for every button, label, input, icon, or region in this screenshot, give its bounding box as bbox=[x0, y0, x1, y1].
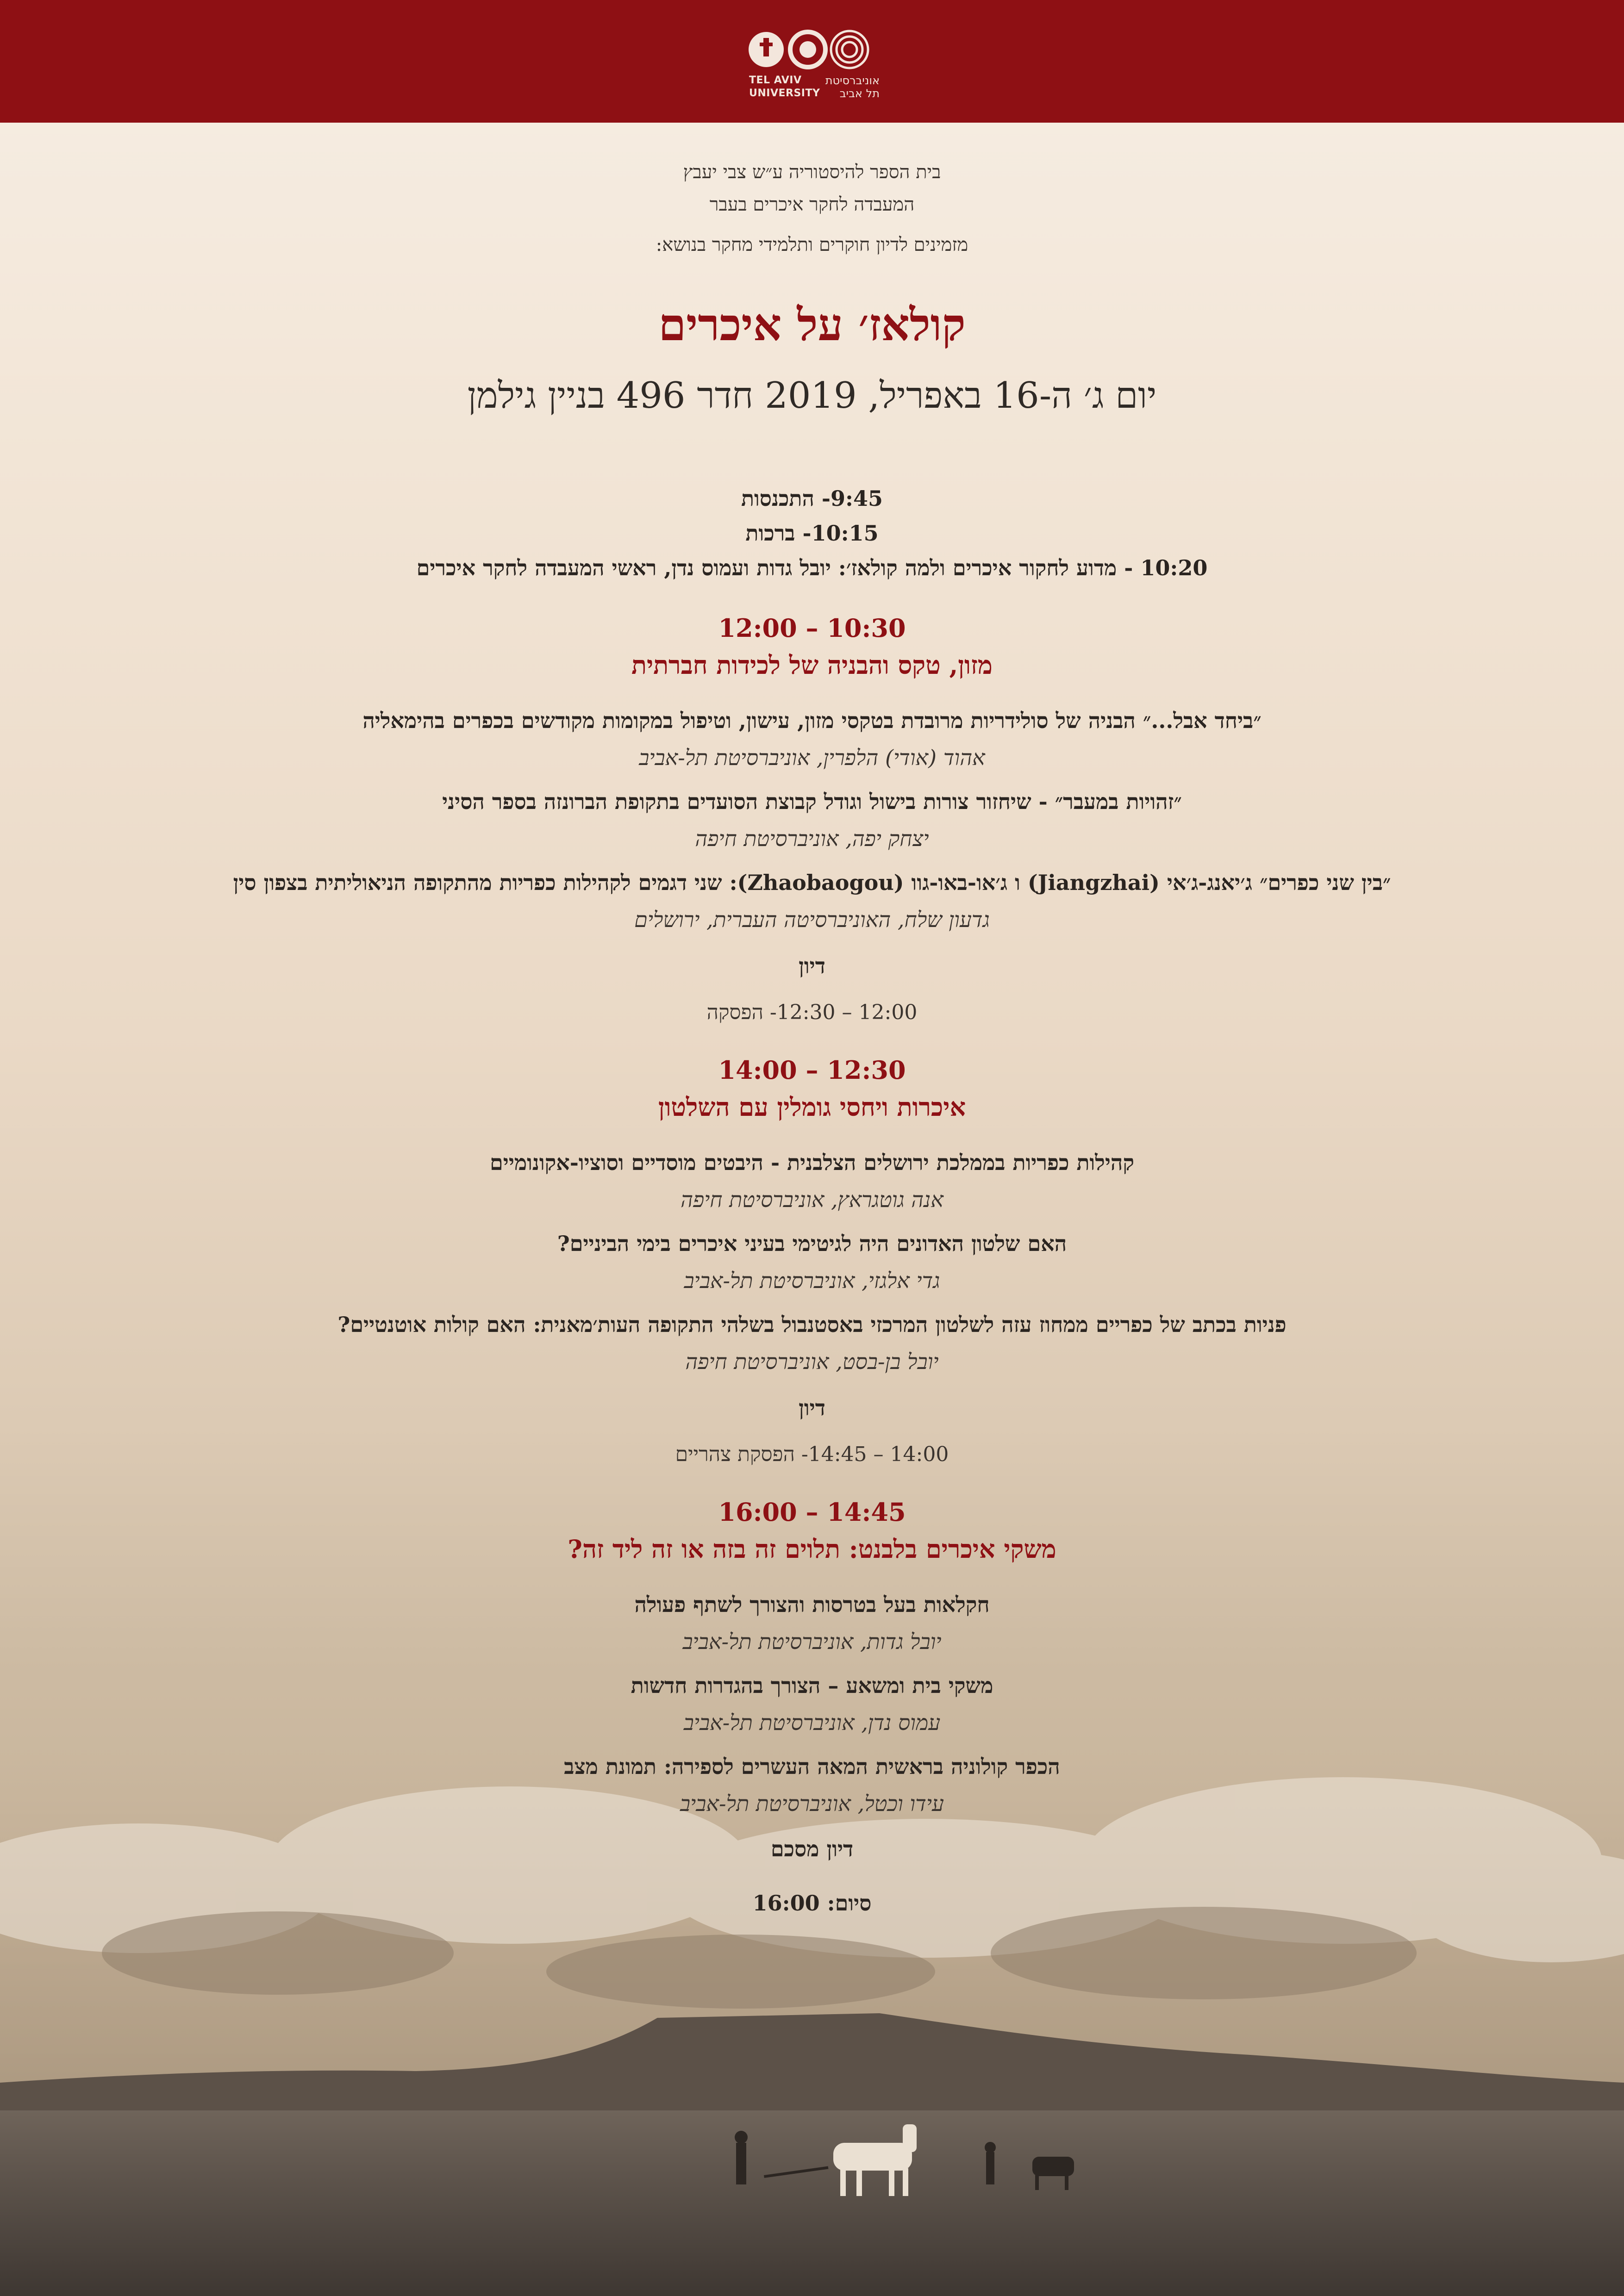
talk-speaker: עמוס נדן, אוניברסיטת תל-אביב bbox=[683, 1710, 941, 1735]
talk-speaker: עידו וכטל, אוניברסיטת תל-אביב bbox=[680, 1791, 944, 1816]
talk-title: ״זהויות במעבר״ - שיחזור צורות בישול וגודל קבוצת הסועדים בתקופת הברונזה בספר הסיני bbox=[442, 789, 1182, 814]
discussion-label: דיון מסכם bbox=[770, 1836, 854, 1861]
logo-text-hebrew: אוניברסיטת תל אביב bbox=[825, 74, 880, 100]
session-time: 10:30 – 12:00 bbox=[718, 613, 906, 643]
talk-title: האם שלטון האדונים היה לגיטימי בעיני איכרים בימי הביניים? bbox=[557, 1231, 1067, 1256]
schedule-opening-talk: 10:20 - מדוע לחקור איכרים ולמה קולאז׳: יובל גדות ועמוס נדן, ראשי המעבדה לחקר איכרים bbox=[416, 555, 1208, 580]
invitation-text: מזמינים לדיון חוקרים ותלמידי מחקר בנושא: bbox=[656, 234, 968, 255]
schedule-gathering: 9:45- התכנסות bbox=[741, 486, 883, 511]
talk-speaker: יצחק יפה, אוניברסיטת חיפה bbox=[695, 826, 929, 851]
session-title: משקי איכרים בלבנט: תלוים זה בזה או זה ליד זה? bbox=[568, 1534, 1056, 1564]
logo-text-english: TEL AVIV UNIVERSITY bbox=[749, 75, 820, 99]
talk-speaker: אנה גוטגראץ, אוניברסיטת חיפה bbox=[681, 1187, 943, 1212]
talk-title: פניות בכתב של כפריים ממחוז עזה לשלטון המרכזי באסטנבול בשלהי התקופה העות׳מאנית: האם קולות אוטנטיים? bbox=[337, 1312, 1287, 1337]
session-time: 12:30 – 14:00 bbox=[718, 1055, 906, 1085]
event-title: קולאז׳ על איכרים bbox=[658, 299, 966, 351]
talk-speaker: גדי אלגזי, אוניברסיטת תל-אביב bbox=[684, 1268, 940, 1293]
event-date: יום ג׳ ה-16 באפריל, 2019 חדר 496 בניין גילמן bbox=[467, 375, 1157, 417]
talk-speaker: אהוד (אודי) הלפרין, אוניברסיטת תל-אביב bbox=[639, 745, 985, 770]
session-time: 14:45 – 16:00 bbox=[718, 1497, 906, 1527]
session-title: איכרות ויחסי גומלין עם השלטון bbox=[658, 1092, 966, 1122]
discussion-label: דיון bbox=[799, 953, 825, 978]
talk-speaker: יובל גדות, אוניברסיטת תל-אביב bbox=[682, 1629, 942, 1654]
closing-time: סיום: 16:00 bbox=[752, 1891, 872, 1916]
session-title: מזון, טקס והבניה של לכידות חברתית bbox=[631, 650, 993, 680]
talk-speaker: יובל בן-בסט, אוניברסיטת חיפה bbox=[685, 1349, 939, 1374]
schedule-greetings: 10:15- ברכות bbox=[745, 521, 879, 546]
talk-title: ״ביחד אבל...״ הבניה של סולידריות מרובדת בטקסי מזון, עישון, וטיפול במקומות מקודשים בכפרים בהימאליה bbox=[362, 708, 1262, 733]
lab-name: המעבדה לחקר איכרים בעבר bbox=[709, 194, 915, 215]
break-label: 14:00 – 14:45- הפסקת צהריים bbox=[675, 1443, 949, 1466]
talk-speaker: גדעון שלח, האוניברסיטה העברית, ירושלים bbox=[634, 907, 990, 932]
break-label: 12:00 – 12:30- הפסקה bbox=[706, 1001, 918, 1024]
talk-title: משקי בית ומשאע – הצורך בהגדרות חדשות bbox=[631, 1673, 993, 1698]
talk-title: חקלאות בעל בטרסות והצורך לשתף פעולה bbox=[634, 1592, 990, 1617]
talk-title: הכפר קולוניה בראשית המאה העשרים לספירה: תמונת מצב bbox=[564, 1754, 1060, 1779]
school-name: בית הספר להיסטוריה ע״ש צבי יעבץ bbox=[683, 162, 941, 183]
discussion-label: דיון bbox=[799, 1395, 825, 1420]
talk-title: ״בין שני כפרים״ ג׳יאנג-ג׳אי (Jiangzhai) ו ג׳או-באו-גוו (Zhaobaogou): שני דגמים לקהילות כפריות מהתקופה הניאוליתית בצפון סין bbox=[233, 870, 1391, 895]
header-bar bbox=[0, 0, 1624, 123]
talk-title: קהילות כפריות בממלכת ירושלים הצלבנית - היבטים מוסדיים וסוציו-אקונומיים bbox=[490, 1150, 1134, 1175]
